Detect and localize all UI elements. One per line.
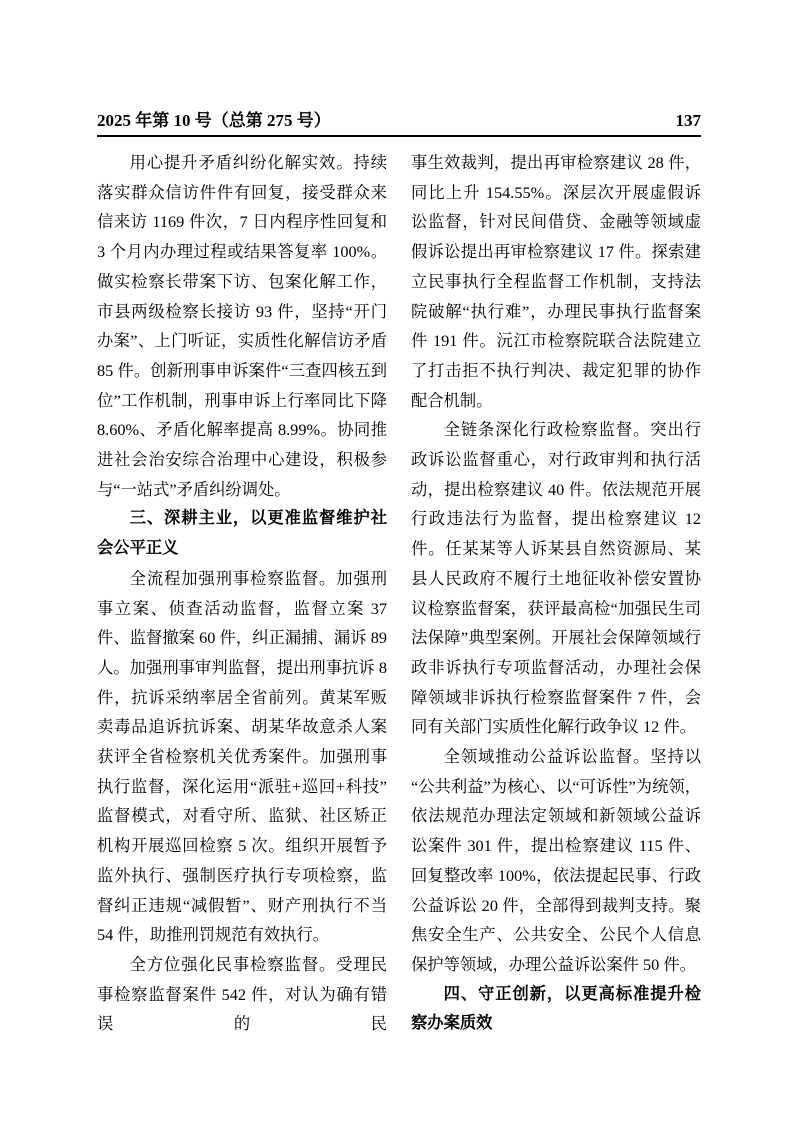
- page-number: 137: [675, 111, 701, 130]
- right-column: [411, 148, 701, 1039]
- section-heading: 三、深耕主业，以更准监督维护社会公平正义: [97, 509, 387, 558]
- two-column-body: [97, 137, 701, 1039]
- paragraph: 全领域推动公益诉讼监督。坚持以“公共利益”为核心、以“可诉性”为统领，依法规范办理法定领域和新领域公益诉讼案件 301 件，提出检察建议 115 件、回复整改率 100%，依法提起民事、行政公益诉讼 20 件，全部得到裁判支持。聚焦安全生产、公共安全、公民个人信息保护等领域，办理公益诉讼案件 50 件。: [411, 747, 701, 974]
- paragraph: 事生效裁判，提出再审检察建议 28 件，同比上升 154.55%。深层次开展虚假诉讼监督，针对民间借贷、金融等领域虚假诉讼提出再审检察建议 17 件。探索建立民事执行全程监督工作机制，支持法院破解“执行难”，办理民事执行监督案件 191 件。沅江市检察院联合法院建立了打击拒不执行判决、裁定犯罪的协作配合机制。: [411, 153, 701, 410]
- paragraph: 全方位强化民事检察监督。受理民事检察监督案件 542 件，对认为确有错误的民: [97, 954, 387, 1034]
- section-heading: 四、守正创新，以更高标准提升检察办案质效: [411, 984, 701, 1033]
- paragraph: 全链条深化行政检察监督。突出行政诉讼监督重心，对行政审判和执行活动，提出检察建议 40 件。依法规范开展行政违法行为监督，提出检察建议 12 件。任某某等人诉某县自然资源局、某县人民政府不履行土地征收补偿安置协议检察监督案，获评最高检“加强民生司法保障”典型案例。开展社会保障领域行政非诉执行专项监督活动，办理社会保障领域非诉执行检察监督案件 7 件，会同有关部门实质性化解行政争议 12 件。: [411, 420, 701, 737]
- issue-label: 2025 年第 10 号（总第 275 号）: [97, 111, 331, 130]
- paragraph: 用心提升矛盾纠纷化解实效。持续落实群众信访件件有回复，接受群众来信来访 1169 件次，7 日内程序性回复和 3 个月内办理过程或结果答复率 100%。做实检察长带案下访、包案化解工作，市县两级检察长接访 93 件，坚持“开门办案”、上门听证，实质性化解信访矛盾 85 件。创新刑事申诉案件“三查四核五到位”工作机制，刑事申诉上行率同比下降 8.60%、矛盾化解率提高 8.99%。协同推进社会治安综合治理中心建设，积极参与“一站式”矛盾纠纷调处。: [97, 153, 387, 499]
- page-header: [97, 106, 701, 137]
- paragraph: 全流程加强刑事检察监督。加强刑事立案、侦查活动监督，监督立案 37 件、监督撤案 60 件，纠正漏捕、漏诉 89 人。加强刑事审判监督，提出刑事抗诉 8 件，抗诉采纳率居全省前列。黄某军贩卖毒品追诉抗诉案、胡某华故意杀人案获评全省检察机关优秀案件。加强刑事执行监督，深化运用“派驻+巡回+科技”监督模式，对看守所、监狱、社区矫正机构开展巡回检察 5 次。组织开展暂予监外执行、强制医疗执行专项检察，监督纠正违规“减假暂”、财产刑执行不当 54 件，助推刑罚规范有效执行。: [97, 568, 387, 945]
- page-content: [97, 106, 701, 1039]
- left-column: [97, 148, 387, 1039]
